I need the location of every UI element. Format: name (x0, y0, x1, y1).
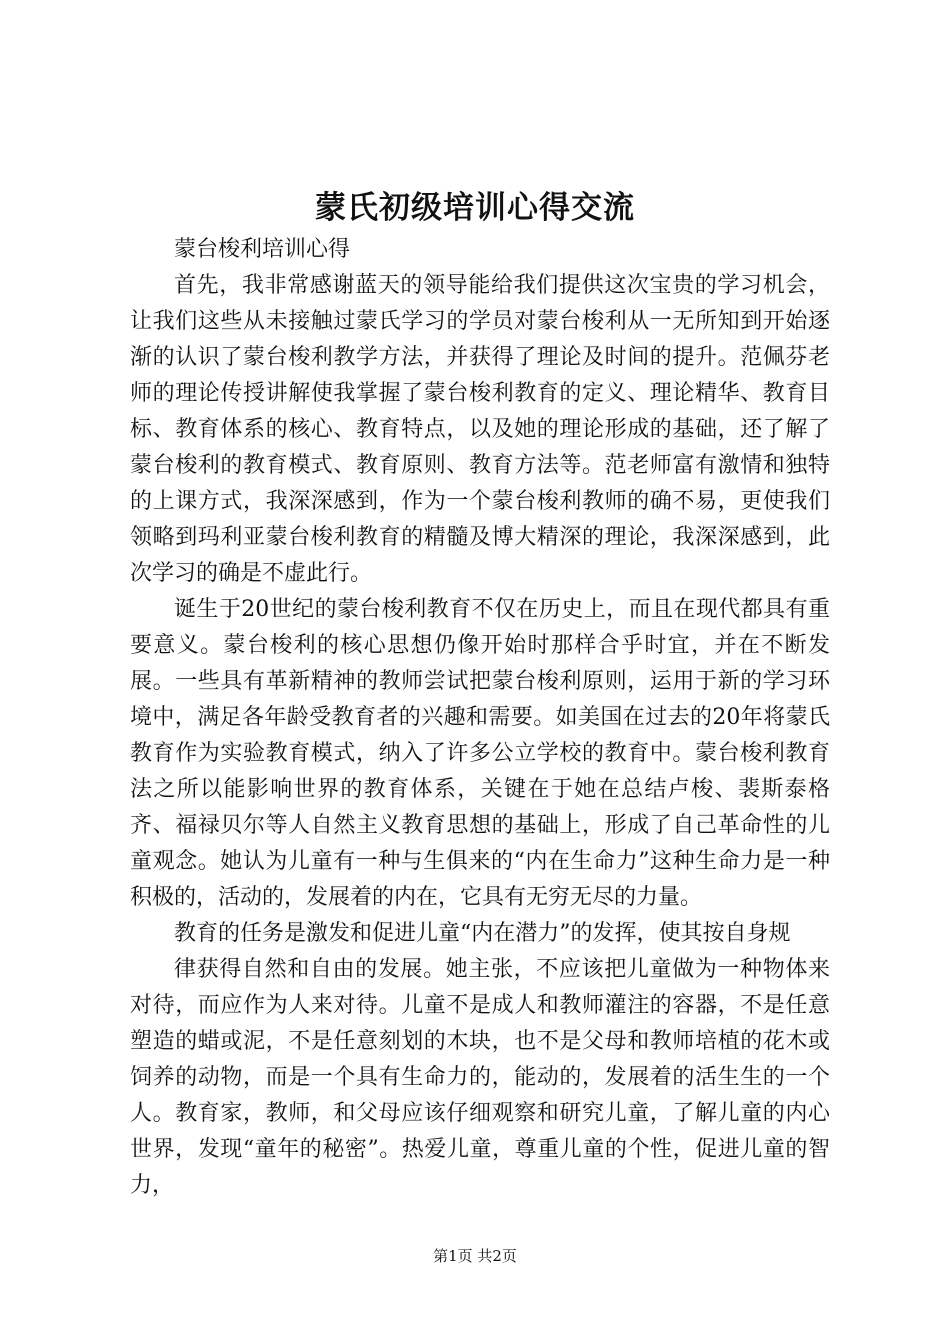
document-title: 蒙氏初级培训心得交流 (315, 190, 635, 226)
paragraph: 首先，我非常感谢蓝天的领导能给我们提供这次宝贵的学习机会，让我们这些从未接触过蒙氏学习的学员对蒙台梭利从一无所知到开始逐渐的认识了蒙台梭利教学方法，并获得了理论及时间的提升。范佩芬老师的理论传授讲解使我掌握了蒙台梭利教育的定义、理论精华、教育目标、教育体系的核心、教育特点，以及她的理论形成的基础，还了解了蒙台梭利的教育模式、教育原则、教育方法等。范老师富有激情和独特的上课方式，我深深感到，作为一个蒙台梭利教师的确不易，更使我们领略到玛利亚蒙台梭利教育的精髓及博大精深的理论，我深深感到，此次学习的确是不虚此行。 (130, 273, 830, 586)
paragraph: 诞生于20世纪的蒙台梭利教育不仅在历史上，而且在现代都具有重要意义。蒙台梭利的核心思想仍像开始时那样合乎时宜，并在不断发展。一些具有革新精神的教师尝试把蒙台梭利原则，运用于新的学习环境中，满足各年龄受教育者的兴趣和需要。如美国在过去的20年将蒙氏教育作为实验教育模式，纳入了许多公立学校的教育中。蒙台梭利教育法之所以能影响世界的教育体系，关键在于她在总结卢梭、裴斯泰格齐、福禄贝尔等人自然主义教育思想的基础上，形成了自己革命性的儿童观念。她认为儿童有一种与生俱来的“内在生命力”这种生命力是一种积极的，活动的，发展着的内在，它具有无穷无尽的力量。 (130, 597, 830, 910)
paragraph: 律获得自然和自由的发展。她主张，不应该把儿童做为一种物体来对待，而应作为人来对待。儿童不是成人和教师灌注的容器，不是任意塑造的蜡或泥，不是任意刻划的木块，也不是父母和教师培植的花木或饲养的动物，而是一个具有生命力的，能动的，发展着的活生生的一个人。教育家，教师，和父母应该仔细观察和研究儿童，了解儿童的内心世界，发现“童年的秘密”。热爱儿童，尊重儿童的个性，促进儿童的智力， (130, 957, 830, 1198)
document-body (130, 232, 830, 1204)
paragraph: 教育的任务是激发和促进儿童“内在潜力”的发挥，使其按自身规 (174, 921, 791, 946)
page-footer: 第1页 共2页 (433, 1247, 517, 1265)
paragraph-subtitle: 蒙台梭利培训心得 (174, 237, 351, 262)
